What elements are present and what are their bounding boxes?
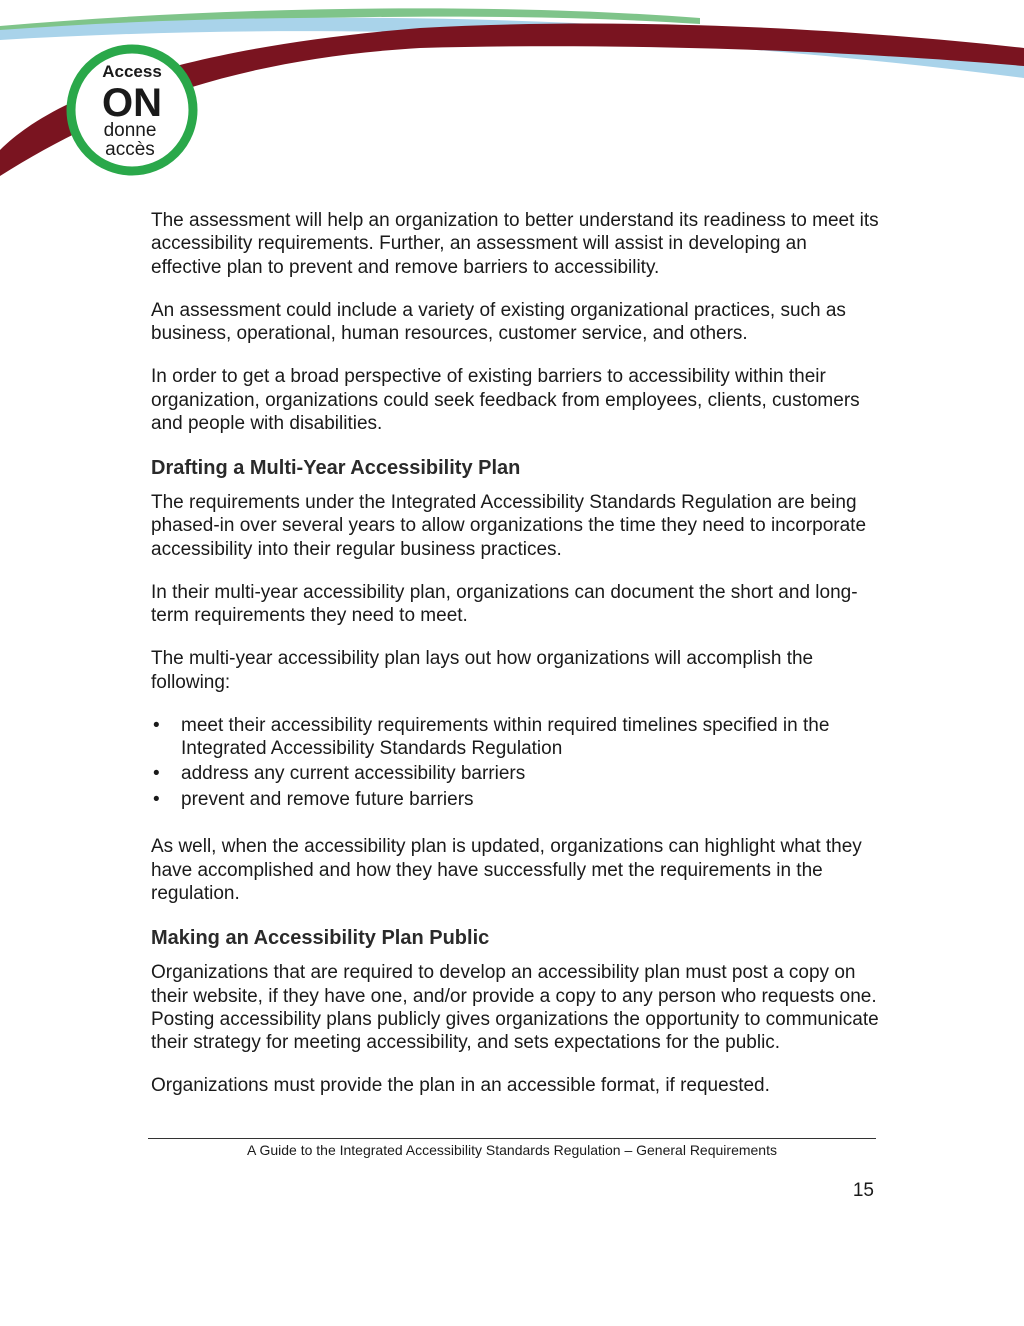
logo-line-donne: donne [103, 120, 157, 141]
paragraph: As well, when the accessibility plan is updated, organizations can highlight what they have accomplished and how they have successfully met the requirements in the regulation. [151, 836, 862, 905]
paragraph: In their multi-year accessibility plan, organizations can document the short and long-term requirements they need to meet. [151, 581, 858, 627]
logo-line-on: ON [102, 81, 162, 125]
list-item [151, 714, 881, 761]
logo-line-access: Access [102, 62, 162, 81]
paragraph: The assessment will help an organization to better understand its readiness to meet its accessibility requirements. Further, an assessment will assist in developing an effective plan to prevent and remove barriers to accessibility. [151, 210, 879, 278]
footer-divider [148, 1138, 876, 1139]
page-number: 15 [852, 1180, 874, 1201]
list-item [151, 762, 881, 785]
document-body [151, 209, 881, 1117]
paragraph: In order to get a broad perspective of existing barriers to accessibility within their organization, organizations could seek feedback from employees, clients, customers and people with disabilities. [151, 366, 860, 435]
section-heading: Making an Accessibility Plan Public [151, 927, 490, 950]
bullet-icon: • [153, 788, 160, 810]
section-heading: Drafting a Multi-Year Accessibility Plan [151, 457, 521, 480]
list-item-text: address any current accessibility barriers [181, 763, 526, 785]
logo-line-acces: accès [105, 139, 155, 160]
paragraph: Organizations that are required to develop an accessibility plan must post a copy on their website, if they have one, and/or provide a copy to any person who requests one. Posting accessibility plans publicly gives organizations the opportunity to communicate their strategy for meeting accessibility, and sets expectations for the public. [151, 962, 879, 1054]
paragraph: An assessment could include a variety of existing organizational practices, such as business, operational, human resources, customer service, and others. [151, 299, 846, 345]
list-item-text: prevent and remove future barriers [181, 788, 474, 810]
section-making-plan-public [151, 925, 881, 1098]
access-on-logo [66, 44, 198, 176]
list-item [151, 788, 881, 811]
paragraph: Organizations must provide the plan in an accessible format, if requested. [151, 1075, 770, 1097]
paragraph: The requirements under the Integrated Accessibility Standards Regulation are being phased-in over several years to allow organizations the time they need to incorporate accessibility into their regular business practices. [151, 492, 867, 560]
footer-title: A Guide to the Integrated Accessibility Standards Regulation – General Requirements [247, 1142, 777, 1158]
paragraph: The multi-year accessibility plan lays out how organizations will accomplish the following: [151, 648, 814, 693]
section-drafting-plan [151, 455, 881, 905]
bullet-icon: • [153, 714, 160, 736]
bullet-list [151, 714, 881, 812]
section-assessment [151, 209, 881, 435]
list-item-text: meet their accessibility requirements within required timelines specified in the Integrated Accessibility Standards Regulation [181, 714, 830, 760]
bullet-icon: • [153, 763, 160, 785]
